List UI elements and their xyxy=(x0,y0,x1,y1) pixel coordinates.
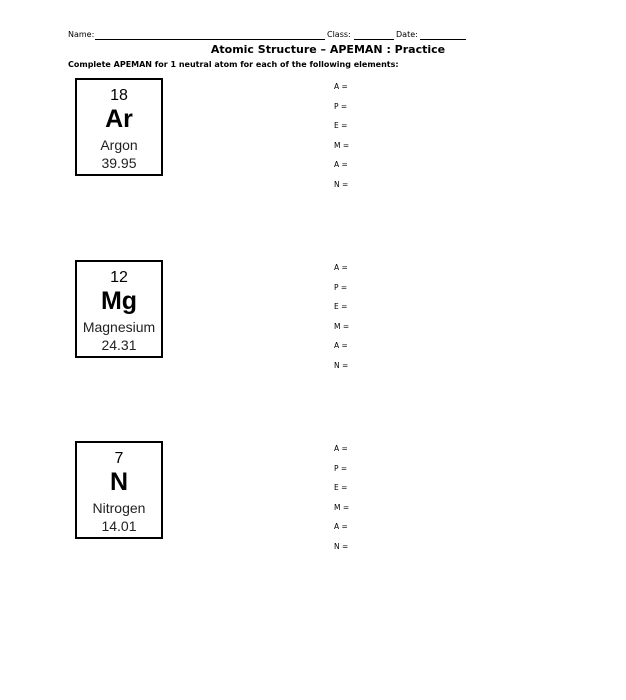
class-label: Class: xyxy=(327,30,351,39)
element-name: Magnesium xyxy=(82,319,156,335)
apeman-list-magnesium xyxy=(334,263,349,381)
date-label: Date: xyxy=(396,30,418,39)
apeman-atomic-number-repeat[interactable]: A = xyxy=(334,341,348,351)
atomic-mass: 24.31 xyxy=(101,337,137,353)
date-field-line[interactable] xyxy=(420,39,466,40)
instructions-text: Complete APEMAN for 1 neutral atom for each of the following elements: xyxy=(68,60,399,69)
name-field-line[interactable] xyxy=(95,39,325,40)
apeman-list-argon xyxy=(334,82,349,200)
apeman-electrons[interactable]: E = xyxy=(334,483,348,493)
apeman-protons[interactable]: P = xyxy=(334,101,348,111)
apeman-protons[interactable]: P = xyxy=(334,463,348,473)
apeman-neutrons[interactable]: N = xyxy=(334,179,349,189)
atomic-number: 18 xyxy=(110,87,128,104)
page-title: Atomic Structure – APEMAN : Practice xyxy=(210,43,446,56)
atomic-number: 7 xyxy=(114,450,124,467)
apeman-mass[interactable]: M = xyxy=(334,502,350,512)
atomic-mass: 14.01 xyxy=(101,518,137,534)
atomic-number: 12 xyxy=(110,269,128,286)
apeman-mass[interactable]: M = xyxy=(334,140,350,150)
apeman-electrons[interactable]: E = xyxy=(334,302,348,312)
element-card-nitrogen xyxy=(75,441,163,539)
apeman-neutrons[interactable]: N = xyxy=(334,541,349,551)
apeman-protons[interactable]: P = xyxy=(334,282,348,292)
atomic-mass: 39.95 xyxy=(101,155,137,171)
apeman-electrons[interactable]: E = xyxy=(334,121,348,131)
name-label: Name: xyxy=(68,30,95,39)
element-card-argon xyxy=(75,78,163,176)
class-field-line[interactable] xyxy=(354,39,394,40)
element-symbol: Mg xyxy=(100,287,138,315)
apeman-atomic-number[interactable]: A = xyxy=(334,444,348,453)
element-name: Argon xyxy=(100,137,138,153)
apeman-mass[interactable]: M = xyxy=(334,321,350,331)
element-symbol: N xyxy=(109,468,129,496)
apeman-atomic-number-repeat[interactable]: A = xyxy=(334,522,348,532)
element-symbol: Ar xyxy=(105,105,133,133)
apeman-neutrons[interactable]: N = xyxy=(334,360,349,370)
apeman-atomic-number[interactable]: A = xyxy=(334,263,348,272)
apeman-atomic-number-repeat[interactable]: A = xyxy=(334,160,348,170)
element-card-magnesium xyxy=(75,260,163,358)
apeman-list-nitrogen xyxy=(334,444,349,562)
apeman-atomic-number[interactable]: A = xyxy=(334,82,348,91)
element-name: Nitrogen xyxy=(92,500,146,516)
header-row xyxy=(0,30,626,44)
